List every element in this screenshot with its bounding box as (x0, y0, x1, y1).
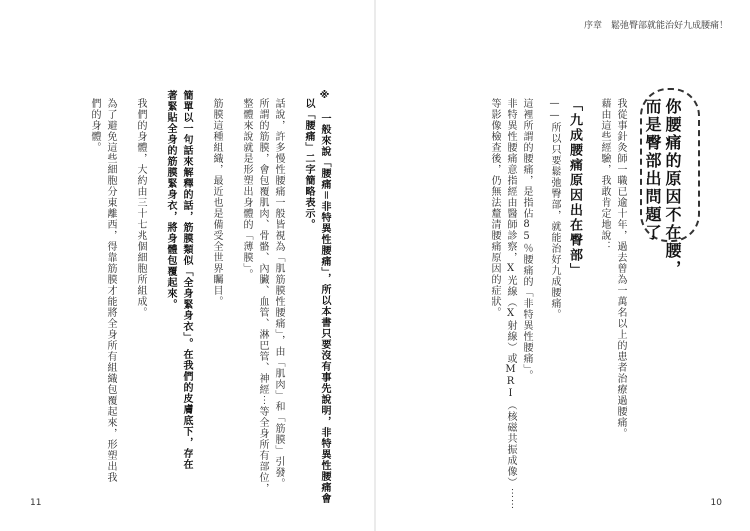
emphasis-line-1: 簡單以一句話來解釋的話，筋膜類似「全身緊身衣」。在我們的皮膚底下，存在 (181, 90, 192, 470)
paragraph: 們的身體。 (89, 98, 100, 153)
paragraph: 為了避免這些細胞分東離西，得靠筋膜才能將全身所有組織包覆起來，形塑出我 (105, 98, 116, 483)
section-heading-line-1: 你腰痛的原因不在腰， (663, 98, 682, 278)
gutter (374, 0, 376, 531)
paragraph: 等影像檢查後，仍無法釐清腰痛原因的症狀。 (489, 98, 500, 318)
page-number-right: 10 (710, 498, 722, 508)
paragraph: 整體來說就是形塑出身體的「薄膜」。 (241, 98, 252, 280)
paragraph: 所謂的筋膜，會包覆肌肉、骨骼、內臟、血管、淋巴管、神經⋯等全身所有部位， (257, 98, 268, 494)
paragraph: ——所以只要鬆弛臀部，就能治好九成腰痛。 (549, 98, 560, 320)
section-heading-line-2: 而是臀部出問題了 (643, 98, 662, 242)
paragraph: 筋膜這種組織，最近也是備受全世界矚目。 (211, 98, 222, 307)
paragraph: 我們的身體，大約由三十七兆個細胞所組成。 (135, 98, 146, 318)
paragraph: 藉由這些經驗，我敢肯定地說： (599, 98, 610, 252)
page-number-left: 11 (30, 498, 42, 508)
note-line-2: 以「腰痛」二字簡略表示。 (303, 98, 314, 230)
running-header: 序章 鬆弛臀部就能治好九成腰痛！ (583, 21, 728, 31)
emphasis-line-2: 著緊貼全身的筋膜緊身衣，將身體包覆起來。 (165, 90, 176, 310)
paragraph: 非特異性腰痛意指經由醫師診察，X光線（X射線）或MRI（核磁共振成像）⋯⋯ (505, 98, 516, 510)
key-statement: 「九成腰痛原因出在臀部」 (567, 98, 582, 278)
paragraph: 話說，許多慢性腰痛一般皆視為「肌筋膜性腰痛」，由「肌肉」和「筋膜」引發。 (273, 98, 284, 489)
paragraph: 我從事針灸師一職已逾十年，過去曾為一萬名以上的患者治療過腰痛。 (615, 98, 626, 439)
note-line-1: ※ 一般來說「腰痛＝非特異性腰痛」，所以本書只要沒有事先說明，非特異性腰痛會 (319, 90, 330, 504)
paragraph: 這裡所謂的腰痛，是指佔85％腰痛的「非特異性腰痛」。 (521, 98, 532, 381)
